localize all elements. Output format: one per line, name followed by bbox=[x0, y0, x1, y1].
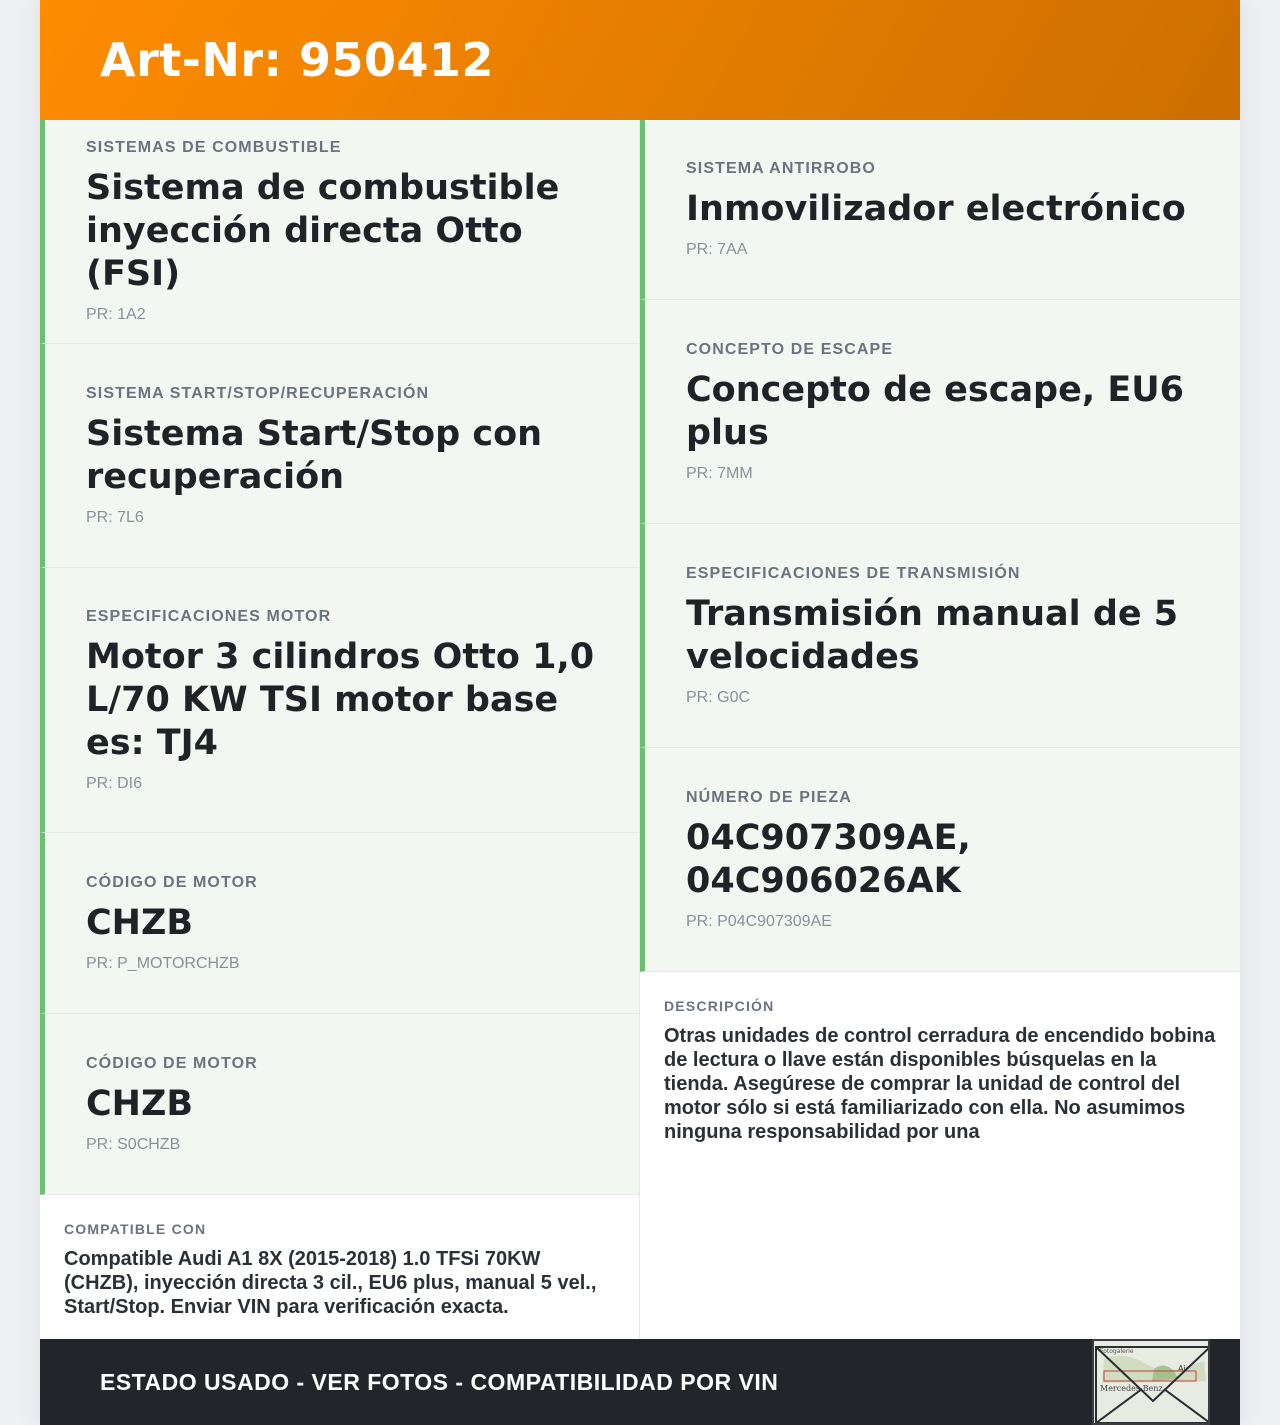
spec-card-part-number bbox=[640, 748, 1240, 972]
spec-value: Transmisión manual de 5 velocidades bbox=[686, 593, 1179, 677]
spec-pr-code: PR: P04C907309AE bbox=[686, 912, 832, 930]
page-title: Art-Nr: 950412 bbox=[100, 33, 495, 87]
stamp-graphic bbox=[1094, 1341, 1210, 1425]
description-text: Otras unidades de control cerradura de encendido bobina de lectura o llave están disponibles búsquelas en la tienda. Asegúrese de comprar la unidad de control del motor sólo si está familiarizado con ella. No asumimos ninguna responsabilidad por una bbox=[664, 1025, 1216, 1143]
spec-value: Sistema Start/Stop con recuperación bbox=[86, 413, 543, 497]
spec-value: Motor 3 cilindros Otto 1,0 L/70 KW TSI motor base es: TJ4 bbox=[86, 636, 595, 763]
spec-category: SISTEMA START/STOP/RECUPERACIÓN bbox=[86, 384, 430, 402]
spec-value: Concepto de escape, EU6 plus bbox=[686, 369, 1185, 453]
spec-card-antitheft bbox=[640, 120, 1240, 300]
footer-text: ESTADO USADO - VER FOTOS - COMPATIBILIDAD POR VIN bbox=[100, 1368, 779, 1395]
envelope-photo-stamp-icon bbox=[1092, 1339, 1210, 1425]
spec-category: ESPECIFICACIONES DE TRANSMISIÓN bbox=[686, 564, 1021, 582]
spec-value: Inmovilizador electrónico bbox=[686, 189, 1186, 229]
spec-category: CONCEPTO DE ESCAPE bbox=[686, 340, 894, 358]
spec-card-start-stop bbox=[40, 344, 639, 568]
spec-category: CÓDIGO DE MOTOR bbox=[86, 1054, 258, 1072]
stamp-brand-short: Ai bbox=[1178, 1364, 1186, 1373]
spec-pr-code: PR: DI6 bbox=[86, 774, 143, 792]
spec-value: 04C907309AE, 04C906026AK bbox=[686, 817, 971, 901]
left-column bbox=[40, 120, 640, 1339]
spec-value: CHZB bbox=[86, 1083, 194, 1124]
spec-category: NÚMERO DE PIEZA bbox=[686, 788, 852, 806]
compatible-section bbox=[40, 1195, 639, 1319]
spec-pr-code: PR: 1A2 bbox=[86, 306, 146, 323]
spec-card-engine-code-2 bbox=[40, 1014, 639, 1195]
right-column bbox=[640, 120, 1240, 1339]
spec-card-engine-code bbox=[40, 833, 639, 1014]
spec-pr-code: PR: S0CHZB bbox=[86, 1135, 181, 1153]
spec-pr-code: PR: 7MM bbox=[686, 464, 753, 482]
spec-category: SISTEMA ANTIRROBO bbox=[686, 160, 876, 177]
spec-card-fuel-system bbox=[40, 120, 639, 344]
compatible-text: Compatible Audi A1 8X (2015-2018) 1.0 TFSi 70KW (CHZB), inyección directa 3 cil., EU6 plus, manual 5 vel., Start/Stop. Enviar VIN para verificación exacta. bbox=[64, 1248, 597, 1318]
spec-value: CHZB bbox=[86, 902, 194, 943]
spec-category: SISTEMAS DE COMBUSTIBLE bbox=[86, 139, 342, 156]
spec-pr-code: PR: P_MOTORCHZB bbox=[86, 954, 240, 972]
spec-category: CÓDIGO DE MOTOR bbox=[86, 873, 258, 891]
spec-columns bbox=[40, 120, 1240, 1339]
spec-card-exhaust bbox=[640, 300, 1240, 524]
spec-pr-code: PR: 7AA bbox=[686, 241, 748, 258]
product-sheet bbox=[40, 0, 1240, 1425]
spec-card-transmission bbox=[640, 524, 1240, 748]
description-label: DESCRIPCIÓN bbox=[664, 998, 775, 1014]
spec-card-engine bbox=[40, 568, 639, 833]
spec-value: Sistema de combustible inyección directa Otto (FSI) bbox=[86, 168, 560, 294]
footer-bar bbox=[40, 1339, 1240, 1425]
compatible-label: COMPATIBLE CON bbox=[64, 1221, 207, 1237]
stamp-brand: Mercedes-Benz bbox=[1100, 1384, 1163, 1393]
spec-pr-code: PR: 7L6 bbox=[86, 508, 144, 526]
header-banner bbox=[40, 0, 1240, 120]
description-section bbox=[640, 972, 1240, 1144]
spec-pr-code: PR: G0C bbox=[686, 688, 751, 706]
spec-category: ESPECIFICACIONES MOTOR bbox=[86, 607, 332, 625]
stamp-caption: Fotogalerie bbox=[1100, 1348, 1134, 1355]
